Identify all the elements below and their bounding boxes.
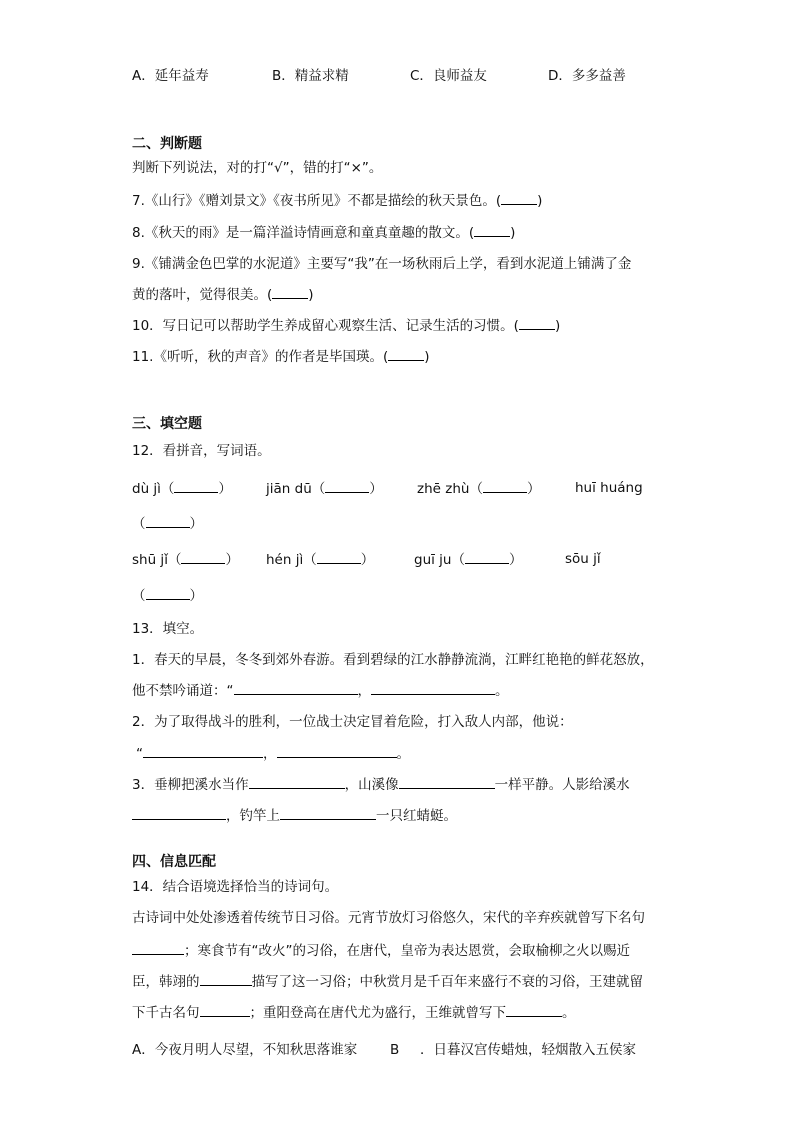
judge-item-10-text: 10．写日记可以帮助学生养成留心观察生活、记录生活的习惯。( — [132, 318, 519, 334]
answer-blank[interactable] — [465, 549, 509, 564]
pinyin-item-4-blank: （ ） — [132, 513, 203, 534]
answer-blank[interactable] — [132, 940, 184, 955]
answer-blank[interactable] — [506, 1002, 562, 1017]
answer-blank[interactable] — [317, 549, 361, 564]
paren-close: ) — [554, 318, 561, 334]
judge-item-11-text: 11.《听听，秋的声音》的作者是毕国瑛。( — [132, 349, 389, 365]
pinyin-item-1: dù jì（ ） — [132, 478, 232, 499]
pinyin-text: guī ju — [414, 552, 452, 568]
q14-para-line4 — [132, 1002, 576, 1023]
pinyin-text: jiān dū — [266, 481, 312, 497]
answer-blank[interactable] — [249, 774, 345, 789]
section-2-instruction: 判断下列说法，对的打“√”，错的打“×”。 — [132, 160, 383, 176]
q13-part3-line2 — [132, 805, 457, 826]
paren-close: ) — [510, 225, 516, 241]
q13-part3-text-a: 3．垂柳把溪水当作 — [132, 777, 249, 793]
answer-blank[interactable] — [146, 585, 190, 600]
q13-part3-text-e: 一只红蜻蜓。 — [376, 808, 457, 824]
q14-text: ；重阳登高在唐代尤为盛行，王维就曾写下 — [249, 1005, 506, 1021]
period: 。 — [396, 746, 410, 762]
pinyin-item-8-blank: （ ） — [132, 585, 203, 606]
q13-part2-line1: 2．为了取得战斗的胜利，一位战士决定冒着危险，打入敌人内部，他说： — [132, 714, 573, 730]
answer-blank[interactable] — [181, 549, 225, 564]
answer-blank[interactable] — [388, 346, 424, 361]
judge-item-9-text: 黄的落叶，觉得很美。( — [132, 287, 273, 303]
period: 。 — [495, 683, 509, 699]
pinyin-item-2: jiān dū（ ） — [266, 478, 383, 499]
open-quote: “ — [136, 746, 143, 762]
q13-part1-prefix: 他不禁吟诵道：“ — [132, 683, 234, 699]
judge-item-7-text: 7.《山行》《赠刘景文》《夜书所见》不都是描绘的秋天景色。( — [132, 193, 502, 209]
answer-blank[interactable] — [174, 478, 218, 493]
judge-item-11 — [132, 346, 430, 367]
judge-item-8-text: 8.《秋天的雨》是一篇洋溢诗情画意和童真童趣的散文。( — [132, 225, 475, 241]
section-3-title: 三、填空题 — [132, 416, 202, 432]
pinyin-item-6: hén jì（ ） — [266, 549, 374, 570]
pinyin-item-7: guī ju（ ） — [414, 549, 522, 570]
pinyin-text: hén jì — [266, 552, 304, 568]
judge-item-10 — [132, 315, 560, 336]
judge-item-7 — [132, 190, 542, 211]
answer-blank[interactable] — [234, 680, 358, 695]
answer-blank[interactable] — [146, 513, 190, 528]
q14-option-b-letter: B — [390, 1042, 400, 1058]
q12-label: 12．看拼音，写词语。 — [132, 443, 271, 459]
q13-part2-line2 — [136, 743, 410, 764]
answer-blank[interactable] — [272, 284, 308, 299]
answer-blank[interactable] — [483, 478, 527, 493]
q14-option-a: A．今夜月明人尽望，不知秋思落谁家 — [132, 1042, 358, 1058]
answer-blank[interactable] — [132, 805, 226, 820]
q6-option-a: A．延年益寿 — [132, 68, 209, 84]
answer-blank[interactable] — [325, 478, 369, 493]
answer-blank[interactable] — [200, 971, 252, 986]
answer-blank[interactable] — [280, 805, 376, 820]
q13-part3-text-d: ，钓竿上 — [226, 808, 280, 824]
answer-blank[interactable] — [200, 1002, 250, 1017]
q14-text: 下千古名句 — [132, 1005, 200, 1021]
section-2-title: 二、判断题 — [132, 136, 202, 152]
answer-blank[interactable] — [399, 774, 495, 789]
answer-blank[interactable] — [371, 680, 495, 695]
answer-blank[interactable] — [519, 315, 555, 330]
period: 。 — [562, 1005, 576, 1021]
q13-part3-text-c: 一样平静。人影给溪水 — [494, 777, 630, 793]
q6-option-c: C．良师益友 — [410, 68, 487, 84]
q13-part3-line1 — [132, 774, 630, 795]
pinyin-item-4: huī huáng — [575, 480, 643, 496]
judge-item-9-line2 — [132, 284, 314, 305]
pinyin-item-5: shū jǐ（ ） — [132, 549, 239, 570]
paren-close: ) — [308, 287, 314, 303]
answer-blank[interactable] — [143, 743, 263, 758]
q6-option-b: B．精益求精 — [272, 68, 349, 84]
q14-label: 14．结合语境选择恰当的诗词句。 — [132, 879, 339, 895]
comma: ， — [357, 683, 371, 699]
pinyin-text: zhē zhù — [417, 481, 470, 497]
paren-close: ) — [424, 349, 430, 365]
pinyin-item-8: sōu jǐ — [565, 551, 601, 567]
q13-part1-line1: 1．春天的早晨，冬冬到郊外春游。看到碧绿的江水静静流淌，江畔红艳艳的鲜花怒放， — [132, 652, 654, 668]
q14-text: 臣，韩翊的 — [132, 974, 200, 990]
q14-para-line2 — [132, 940, 630, 961]
answer-blank[interactable] — [277, 743, 397, 758]
q14-text: 描写了这一习俗；中秋赏月是千百年来盛行不衰的习俗，王建就留 — [251, 974, 643, 990]
pinyin-text: shū jǐ — [132, 552, 168, 568]
q14-para-line3 — [132, 971, 643, 992]
q13-part1-line2 — [132, 680, 509, 701]
q13-label: 13．填空。 — [132, 621, 204, 637]
judge-item-9-line1: 9.《铺满金色巴掌的水泥道》主要写“我”在一场秋雨后上学，看到水泥道上铺满了金 — [132, 256, 632, 272]
pinyin-text: dù jì — [132, 481, 161, 497]
pinyin-item-3: zhē zhù（ ） — [417, 478, 540, 499]
paren-close: ) — [537, 193, 543, 209]
q13-part3-text-b: ，山溪像 — [344, 777, 399, 793]
q6-option-d: D．多多益善 — [548, 68, 626, 84]
q14-para-line1: 古诗词中处处渗透着传统节日习俗。元宵节放灯习俗悠久，宋代的辛弃疾就曾写下名句 — [132, 910, 645, 926]
answer-blank[interactable] — [474, 222, 510, 237]
section-4-title: 四、信息匹配 — [132, 854, 216, 870]
judge-item-8 — [132, 222, 515, 243]
q14-option-b: ．日暮汉宫传蜡烛，轻烟散入五侯家 — [420, 1042, 636, 1058]
comma: ， — [263, 746, 277, 762]
q14-text: ；寒食节有“改火”的习俗，在唐代，皇帝为表达恩赏，会取榆柳之火以赐近 — [184, 943, 630, 959]
answer-blank[interactable] — [501, 190, 537, 205]
